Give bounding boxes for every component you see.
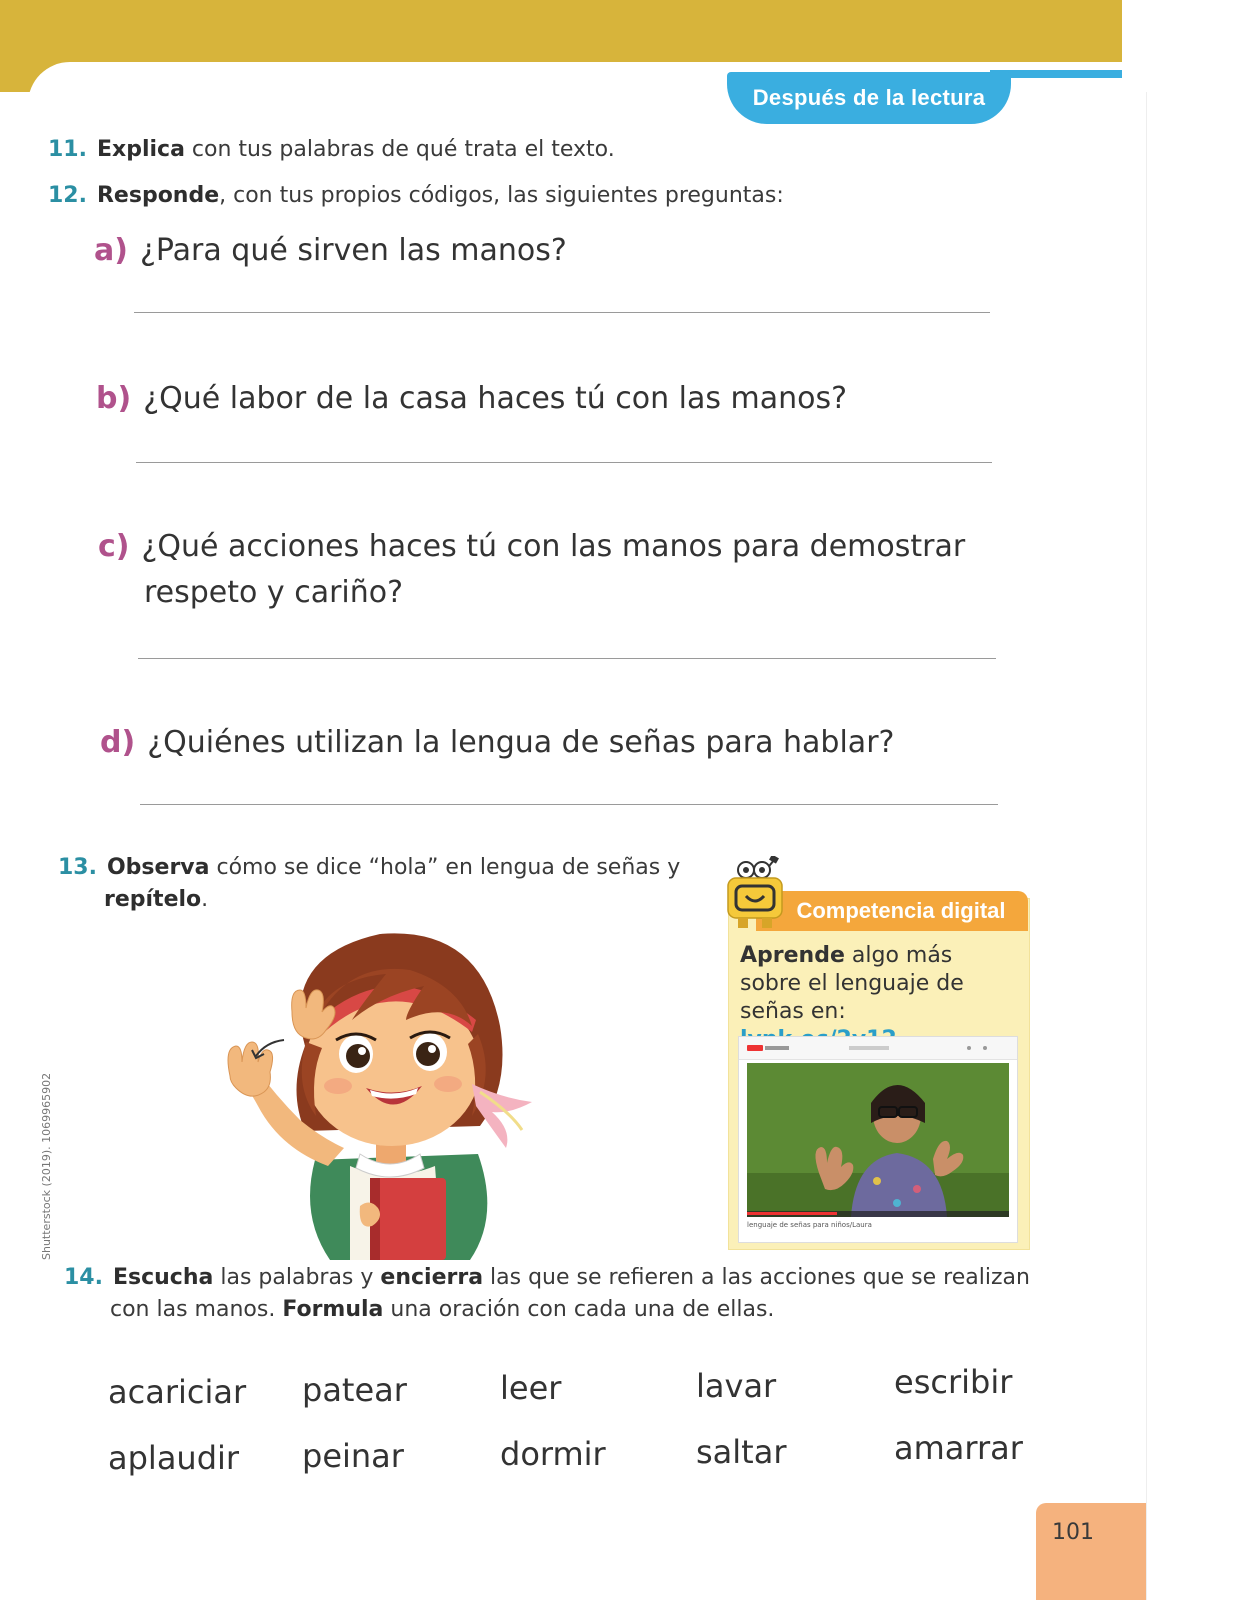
word-dormir[interactable]: dormir: [500, 1435, 606, 1473]
browser-bar-icons: [739, 1037, 1017, 1059]
page-edge: [1146, 92, 1147, 1600]
sub-question-letter: d): [100, 725, 136, 760]
question-14: [64, 1262, 1030, 1326]
question-13: [58, 852, 744, 916]
question-11: [48, 134, 948, 166]
sub-question-text: ¿Para qué sirven las manos?: [139, 233, 567, 268]
sub-question-letter: c): [98, 529, 130, 564]
section-tab: Después de la lectura: [727, 72, 1011, 124]
question-text: con tus palabras de qué trata el texto.: [184, 137, 615, 162]
sub-question-text: ¿Quiénes utilizan la lengua de señas para hablar?: [147, 725, 895, 760]
word-lavar[interactable]: lavar: [696, 1367, 777, 1405]
word-escribir[interactable]: escribir: [894, 1363, 1013, 1401]
page-number: 101: [1052, 1520, 1094, 1545]
word-saltar[interactable]: saltar: [696, 1433, 787, 1471]
question-text: una oración con cada una de ellas.: [383, 1297, 775, 1322]
question-verb: Observa: [106, 855, 210, 880]
sub-question-c: [98, 524, 1044, 616]
robot-icon: [722, 856, 792, 936]
browser-bar: [739, 1037, 1017, 1060]
question-text: las palabras y: [213, 1265, 381, 1290]
question-number: 11.: [48, 137, 87, 162]
video-frame: [747, 1063, 1009, 1217]
digital-description: algo más sobre el lenguaje de señas en:: [740, 943, 964, 1024]
word-acariciar[interactable]: acariciar: [108, 1373, 247, 1411]
page-number-tab: [1036, 1503, 1146, 1600]
video-thumbnail[interactable]: [738, 1036, 1018, 1243]
answer-line-c[interactable]: [138, 658, 996, 659]
question-verb: Explica: [96, 137, 185, 162]
question-text: , con tus propios códigos, las siguientes preguntas:: [219, 183, 784, 208]
answer-line-b[interactable]: [136, 462, 992, 463]
question-12: [48, 180, 948, 212]
word-patear[interactable]: patear: [302, 1371, 407, 1409]
word-amarrar[interactable]: amarrar: [894, 1429, 1023, 1467]
question-number: 14.: [64, 1265, 103, 1290]
question-verb: encierra: [380, 1265, 484, 1290]
question-verb: Responde: [96, 183, 220, 208]
question-verb: Formula: [282, 1297, 384, 1322]
question-text: .: [201, 887, 209, 912]
question-text: las que se refieren a las acciones que se realizan con las manos.: [110, 1265, 1030, 1322]
sub-question-a: [94, 228, 954, 274]
sub-question-letter: a): [94, 233, 128, 268]
girl-illustration: [210, 916, 550, 1260]
question-verb: repítelo: [104, 887, 202, 912]
digital-verb: Aprende: [740, 943, 845, 968]
question-number: 13.: [58, 855, 97, 880]
question-text: cómo se dice “hola” en lengua de señas y: [209, 855, 681, 880]
question-number: 12.: [48, 183, 87, 208]
header-gap: [1122, 0, 1236, 92]
word-peinar[interactable]: peinar: [302, 1437, 404, 1475]
sub-question-text: ¿Qué acciones haces tú con las manos para demostrar respeto y cariño?: [141, 529, 966, 610]
video-person-image: [747, 1063, 1009, 1217]
image-credit: Shutterstock (2019). 1069965902: [40, 1072, 53, 1260]
digital-competence-title: Competencia digital: [756, 891, 1028, 931]
word-aplaudir[interactable]: aplaudir: [108, 1439, 240, 1477]
video-caption: lenguaje de señas para niños/Laura: [747, 1221, 872, 1229]
answer-line-d[interactable]: [140, 804, 998, 805]
sub-question-text: ¿Qué labor de la casa haces tú con las manos?: [143, 381, 848, 416]
answer-line-a[interactable]: [134, 312, 990, 313]
word-leer[interactable]: leer: [500, 1369, 562, 1407]
sub-question-b: [96, 376, 956, 422]
sub-question-letter: b): [96, 381, 132, 416]
question-verb: Escucha: [112, 1265, 214, 1290]
sub-question-d: [100, 720, 960, 766]
